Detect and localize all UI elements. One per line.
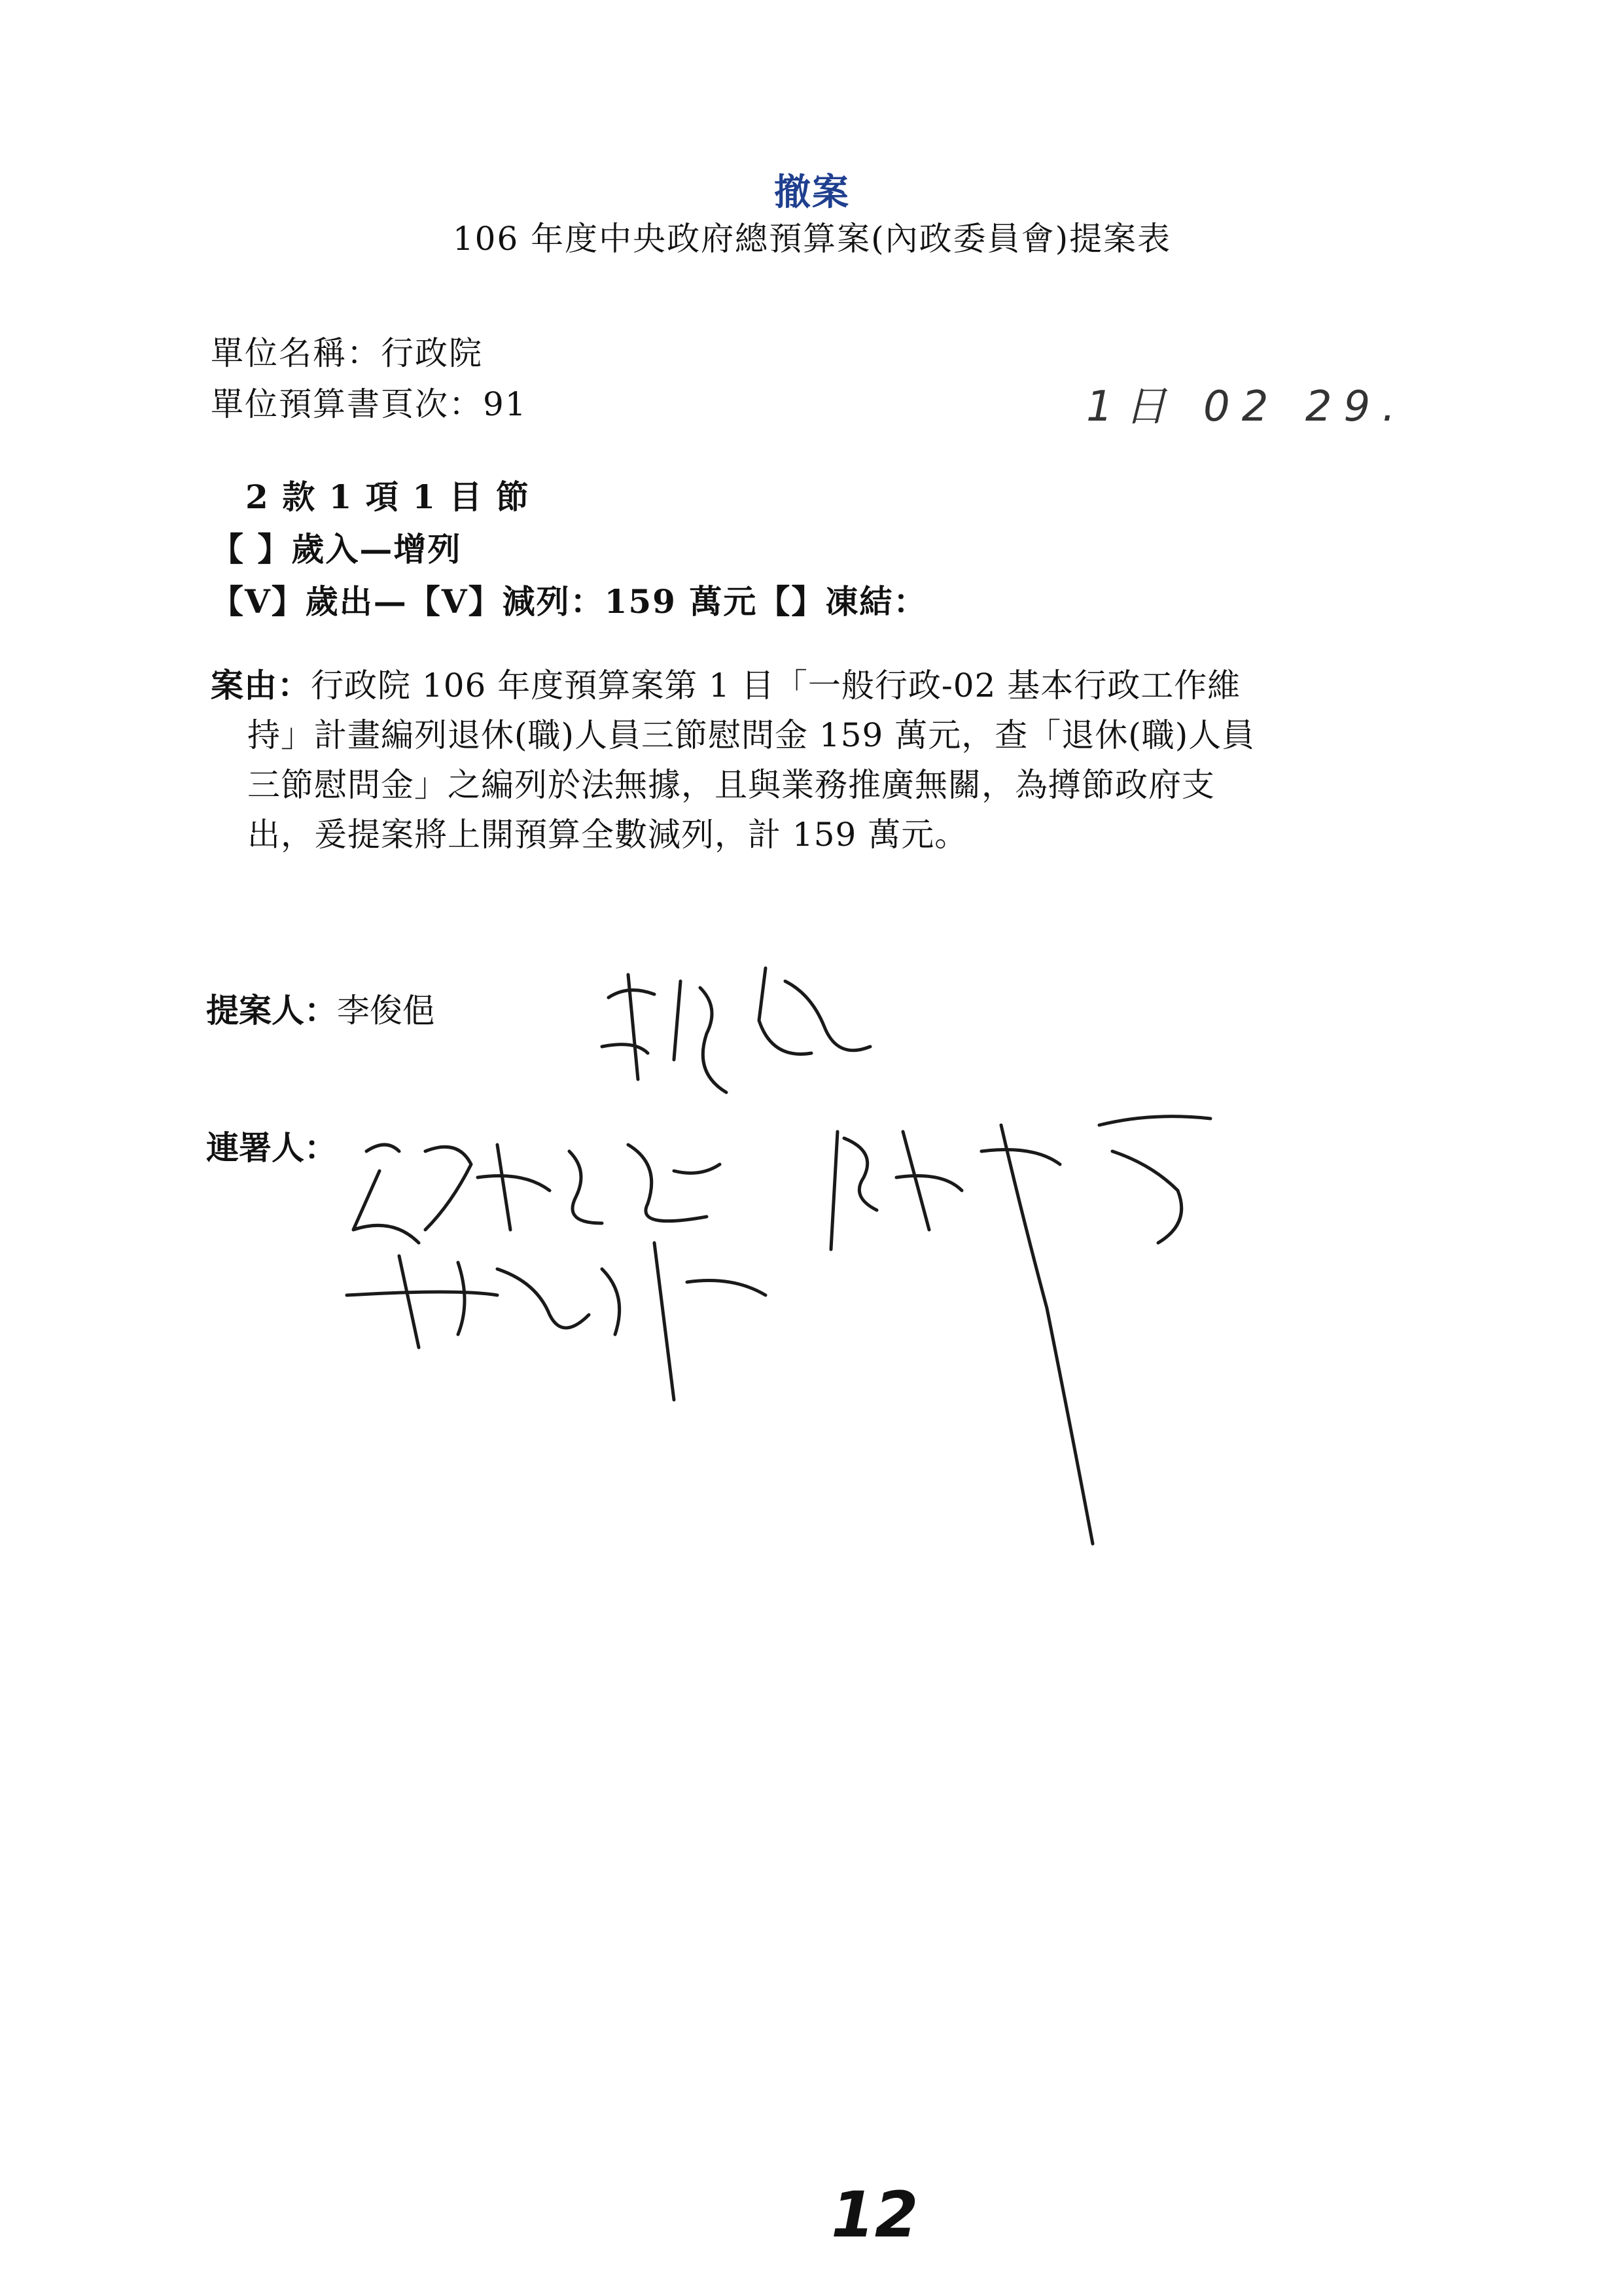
page-number: 12	[831, 2178, 919, 2252]
unit-page: 單位預算書頁次：91	[211, 385, 527, 423]
reason-line-3: 三節慰問金」之編列於法無據，且與業務推廣無關，為撙節政府支	[247, 766, 1215, 804]
reason-line-4: 出，爰提案將上開預算全數減列，計 159 萬元。	[247, 816, 968, 854]
proposer-signature	[602, 968, 870, 1092]
reason-line-1: 行政院 106 年度預算案第 1 目「一般行政-02 基本行政工作維	[311, 667, 1241, 704]
proposer-label: 提案人：	[206, 991, 337, 1030]
cosigner-signature-2	[347, 1243, 766, 1400]
cosigner-signature-3	[831, 1117, 1210, 1544]
withdraw-mark: 撤案	[774, 171, 850, 214]
expense-line: 【V】歲出—【V】減列：159 萬元【】凍結：	[211, 582, 928, 621]
reason-line-2: 持」計畫編列退休(職)人員三節慰問金 159 萬元，查「退休(職)人員	[247, 716, 1256, 754]
unit-name: 單位名稱：行政院	[211, 334, 483, 372]
cosigner-signature-1	[353, 1145, 720, 1243]
proposer-name: 李俊俋	[337, 992, 435, 1030]
handwritten-date: 1日 02 29.	[1086, 383, 1407, 431]
income-line: 【 】歲入—增列	[211, 530, 462, 568]
reason-label: 案由：	[211, 666, 311, 704]
cosigner-label: 連署人：	[206, 1128, 337, 1167]
document-title: 106 年度中央政府總預算案(內政委員會)提案表	[452, 220, 1172, 258]
section-line: 2 款 1 項 1 目 節	[245, 478, 530, 516]
